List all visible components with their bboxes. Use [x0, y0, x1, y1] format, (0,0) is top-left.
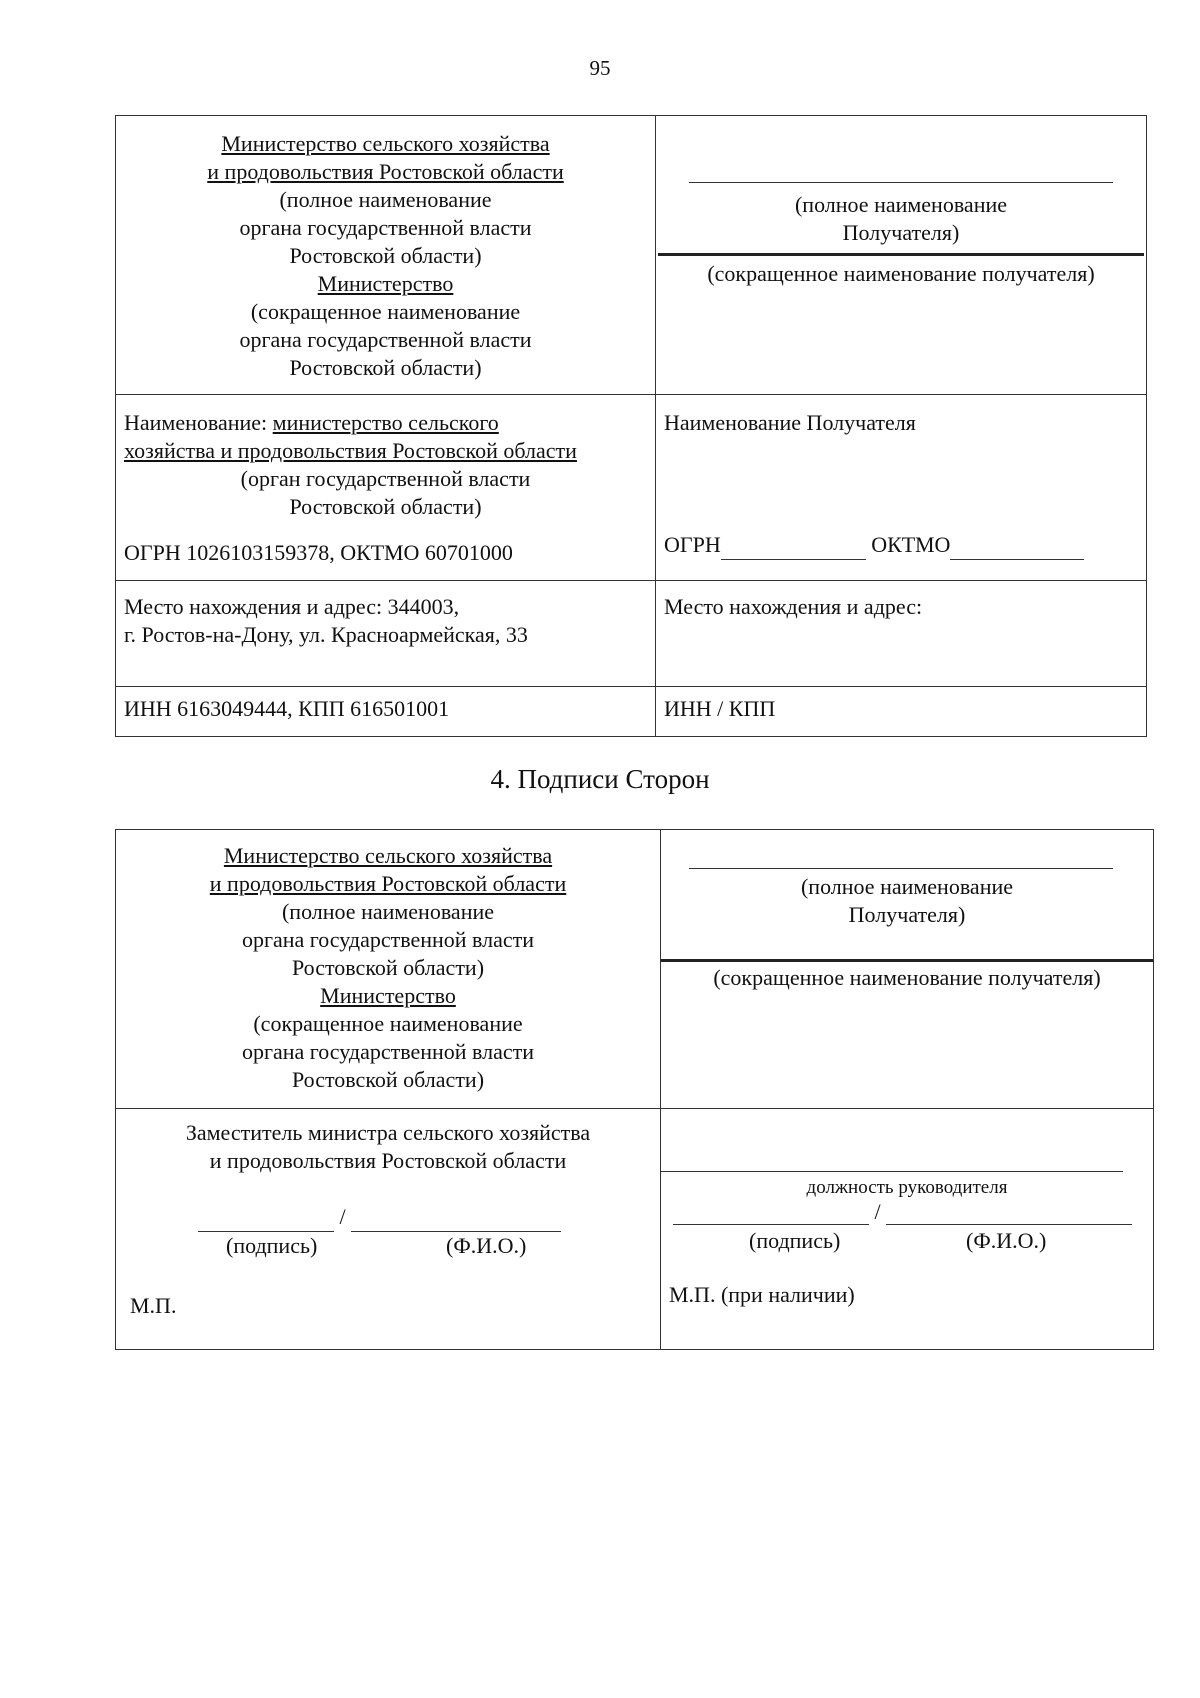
- recipient-stamp: М.П. (при наличии): [669, 1282, 855, 1307]
- position-line[interactable]: [661, 1171, 1123, 1172]
- short-name-caption-b3: Ростовской области): [291, 1067, 485, 1092]
- ministry-signature-cell: [116, 1109, 661, 1350]
- full-name-caption-b3: Ростовской области): [291, 955, 485, 980]
- ministry-name-value: министерство сельского: [272, 410, 499, 435]
- recipient-short-name-line: [658, 253, 1144, 256]
- authority-caption-2: Ростовской области): [289, 494, 482, 519]
- recipient-header-cell-2: [661, 830, 1154, 1109]
- full-name-caption-2: органа государственной власти: [239, 215, 532, 240]
- recipient-signature-cell: [661, 1109, 1154, 1350]
- short-name-caption-b2: органа государственной власти: [241, 1039, 535, 1064]
- short-name-caption: (сокращенное наименование: [250, 299, 521, 324]
- section-title: 4. Подписи Сторон: [490, 764, 710, 794]
- ministry-address-line1: Место нахождения и адрес: 344003,: [124, 594, 460, 619]
- ministry-short-name-2: Министерство: [320, 983, 456, 1008]
- ministry-inn-kpp: ИНН 6163049444, КПП 616501001: [124, 696, 450, 721]
- recipient-full-name-caption-b: (полное наименование: [800, 874, 1014, 899]
- recipient-fio-caption: (Ф.И.О.): [966, 1228, 1047, 1253]
- recipient-oktmo-blank: [950, 531, 1084, 560]
- ministry-sign-caption: (подпись): [226, 1233, 318, 1258]
- ministry-name-line2: и продовольствия Ростовской области: [207, 159, 564, 184]
- ministry-fio-caption: (Ф.И.О.): [446, 1233, 527, 1258]
- recipient-sign-separator: /: [874, 1199, 881, 1224]
- ministry-inn-cell: [116, 687, 656, 737]
- ministry-stamp: М.П.: [130, 1293, 177, 1318]
- recipient-fio-blank[interactable]: [886, 1200, 1132, 1225]
- short-name-caption-b: (сокращенное наименование: [253, 1011, 523, 1036]
- authority-caption: (орган государственной власти: [240, 466, 531, 491]
- position-caption: должность руководителя: [806, 1177, 1008, 1198]
- full-name-caption: (полное наименование: [279, 187, 492, 212]
- ministry-name-line1: Министерство сельского хозяйства: [221, 131, 550, 156]
- recipient-header-cell: [656, 116, 1147, 395]
- recipient-name-cell: [656, 395, 1147, 581]
- recipient-full-name-caption-2: Получателя): [842, 220, 960, 245]
- ministry-name-value-2: хозяйства и продовольствия Ростовской области: [124, 438, 577, 463]
- full-name-caption-b: (полное наименование: [281, 899, 495, 924]
- recipient-oktmo-label: ОКТМО: [871, 532, 951, 557]
- recipient-full-name-line-2: [689, 868, 1113, 869]
- requisites-table: [115, 115, 1147, 737]
- recipient-short-name-caption: (сокращенное наименование получателя): [707, 261, 1095, 286]
- short-name-caption-3: Ростовской области): [289, 355, 482, 380]
- ministry-signature-blank[interactable]: [198, 1203, 334, 1232]
- ministry-name-line2-2: и продовольствия Ростовской области: [209, 871, 567, 896]
- recipient-full-name-line: [689, 182, 1113, 183]
- ministry-ogrn-oktmo: ОГРН 1026103159378, ОКТМО 60701000: [124, 540, 513, 565]
- recipient-full-name-caption-b2: Получателя): [848, 902, 966, 927]
- recipient-sign-caption: (подпись): [749, 1228, 841, 1253]
- recipient-short-name-caption-b: (сокращенное наименование получателя): [713, 965, 1101, 990]
- ministry-address-line2: г. Ростов-на-Дону, ул. Красноармейская, 33: [124, 622, 528, 647]
- ministry-sign-separator: /: [339, 1204, 346, 1229]
- deputy-minister-title: Заместитель министра сельского хозяйства: [185, 1120, 591, 1145]
- ministry-name-line1-2: Министерство сельского хозяйства: [223, 843, 553, 868]
- recipient-ogrn-label: ОГРН: [664, 532, 721, 557]
- ministry-name-cell: [116, 395, 656, 581]
- recipient-inn-cell: [656, 687, 1147, 737]
- short-name-caption-2: органа государственной власти: [239, 327, 532, 352]
- deputy-minister-title-2: и продовольствия Ростовской области: [209, 1148, 567, 1173]
- ministry-short-name: Министерство: [317, 271, 454, 296]
- full-name-caption-3: Ростовской области): [289, 243, 482, 268]
- ministry-header-cell: [116, 116, 656, 395]
- full-name-caption-b2: органа государственной власти: [241, 927, 535, 952]
- recipient-ogrn-blank: [721, 531, 866, 560]
- recipient-name-label: Наименование Получателя: [664, 410, 916, 435]
- ministry-header-cell-2: [116, 830, 661, 1109]
- recipient-full-name-caption: (полное наименование: [794, 192, 1008, 217]
- signatures-table: [115, 829, 1154, 1350]
- recipient-signature-blank[interactable]: [673, 1200, 869, 1225]
- recipient-address-cell: [656, 581, 1147, 687]
- recipient-inn-kpp: ИНН / КПП: [664, 696, 776, 721]
- ministry-fio-blank[interactable]: [351, 1203, 561, 1232]
- name-label: Наименование:: [124, 410, 273, 435]
- recipient-address-label: Место нахождения и адрес:: [664, 594, 923, 619]
- recipient-short-name-line-2: [661, 959, 1153, 962]
- ministry-address-cell: [116, 581, 656, 687]
- page-number: 95: [589, 56, 611, 80]
